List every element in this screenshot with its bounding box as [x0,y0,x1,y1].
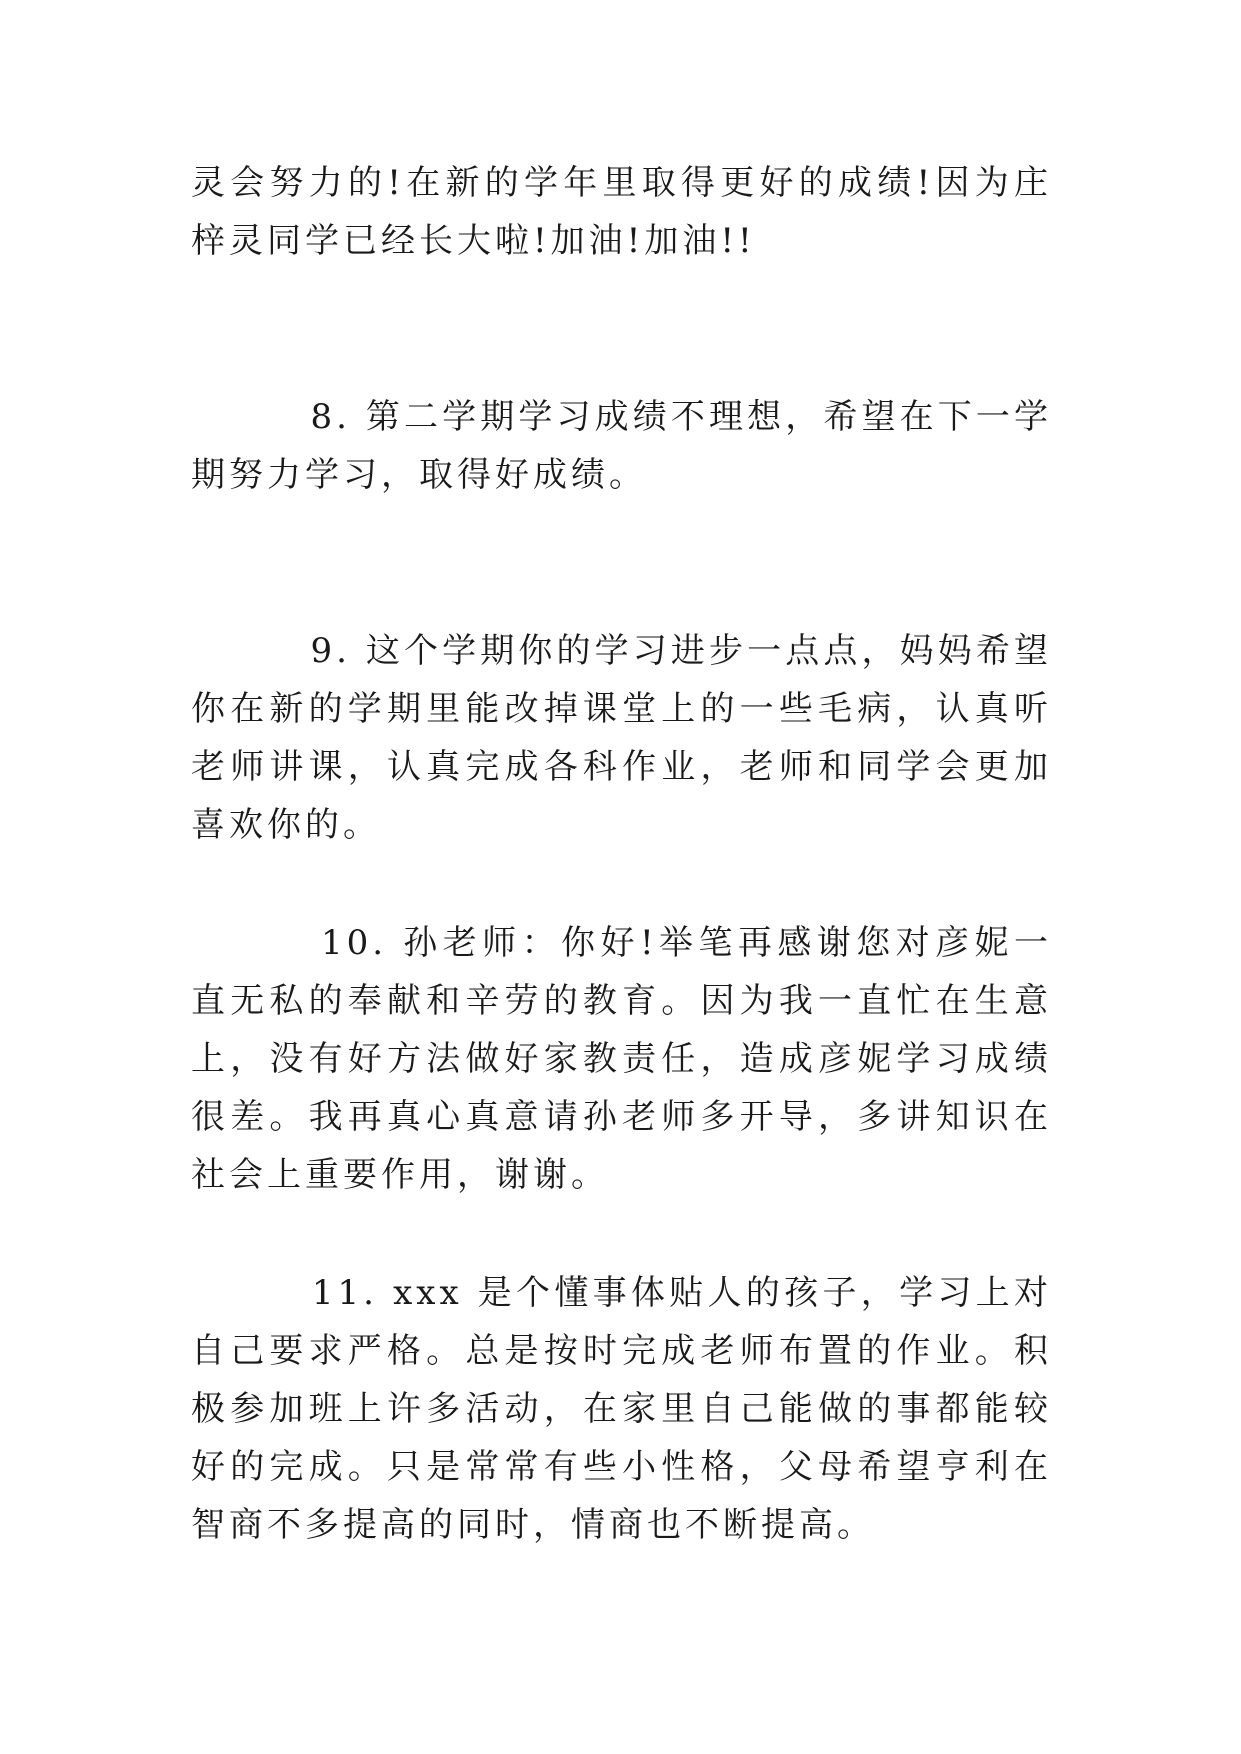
paragraph-item-8: 8. 第二学期学习成绩不理想，希望在下一学期努力学习，取得好成绩。 [191,397,1053,495]
paragraph-item-9: 9. 这个学期你的学习进步一点点，妈妈希望你在新的学期里能改掉课堂上的一些毛病，认真听老师讲课，认真完成各科作业，老师和同学会更加喜欢你的。 [191,631,1053,845]
paragraph-item-11: 11. xxx 是个懂事体贴人的孩子，学习上对自己要求严格。总是按时完成老师布置的作业。积极参加班上许多活动，在家里自己能做的事都能较好的完成。只是常常有些小性格，父母希望亨利在智商不多提高的同时，情商也不断提高。 [191,1273,1052,1545]
paragraph-continuation: 灵会努力的!在新的学年里取得更好的成绩!因为庄梓灵同学已经长大啦!加油!加油!! [191,163,1052,261]
paragraph-item-10: 10. 孙老师：你好!举笔再感谢您对彦妮一直无私的奉献和辛劳的教育。因为我一直忙在生意上，没有好方法做好家教责任，造成彦妮学习成绩很差。我再真心真意请孙老师多开导，多讲知识在社会上重要作用，谢谢。 [191,923,1052,1195]
